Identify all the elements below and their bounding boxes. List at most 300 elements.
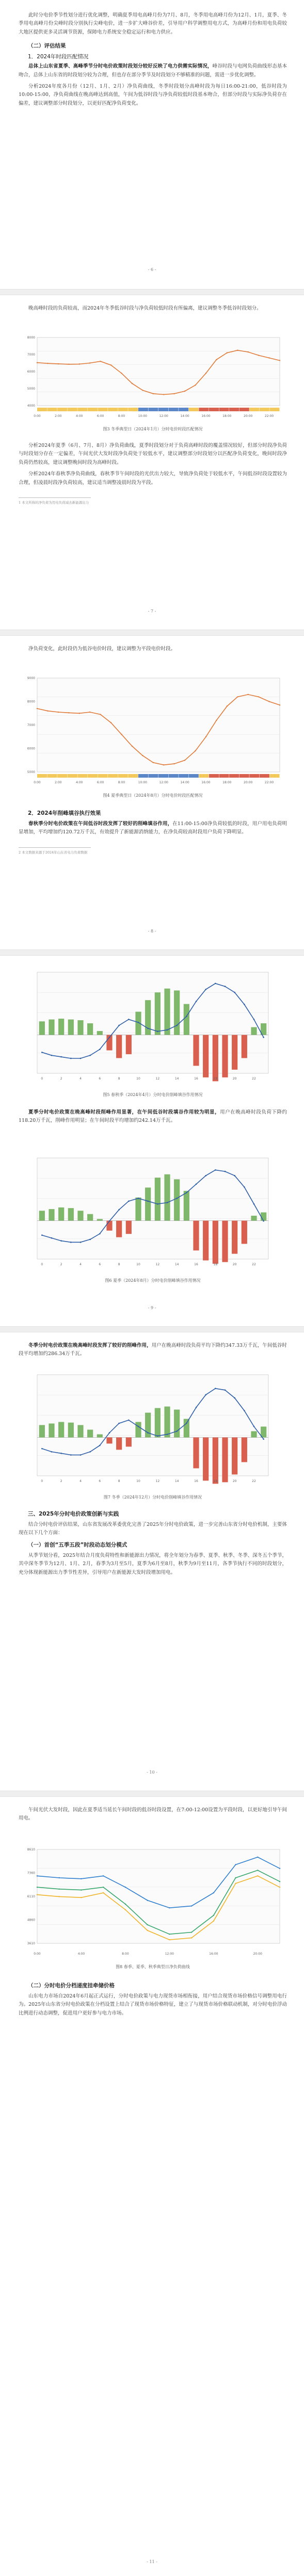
time-band-cell (148, 774, 158, 778)
page-number: - 10 - (147, 1770, 157, 1775)
data-point (99, 1233, 101, 1235)
data-point (100, 361, 101, 362)
bar (116, 1438, 122, 1450)
data-point (121, 373, 122, 374)
data-point (58, 363, 59, 364)
x-tick-label: 10 (136, 1263, 140, 1266)
data-point (103, 1887, 104, 1888)
data-point (128, 1420, 130, 1421)
data-point (138, 1022, 139, 1023)
x-tick-label: 0:00 (34, 781, 41, 784)
footnote-divider (19, 497, 91, 498)
time-band-cell (108, 774, 118, 778)
data-point (51, 1055, 53, 1056)
bar (164, 1174, 170, 1221)
data-point (37, 1875, 38, 1876)
time-band-cell (169, 774, 179, 778)
x-tick-label: 14 (174, 1263, 179, 1266)
chart-figure-6 (19, 1151, 287, 1275)
y-tick-label: 5000 (27, 387, 35, 391)
bar (116, 1221, 122, 1237)
bar (155, 1178, 161, 1220)
x-tick-label: 4:00 (77, 1952, 85, 1956)
bar (77, 1425, 83, 1438)
y-tick-label: 6000 (27, 747, 35, 751)
data-point (37, 708, 38, 709)
x-tick-label: 18:00 (222, 781, 232, 784)
data-point (89, 712, 90, 713)
x-tick-label: 20:00 (244, 414, 253, 418)
data-point (89, 1451, 91, 1453)
x-tick-label: 2 (60, 1479, 62, 1483)
time-band-cell (199, 774, 209, 778)
time-band-cell (98, 774, 108, 778)
x-tick-label: 12:00 (159, 414, 168, 418)
data-point (89, 362, 90, 363)
data-point (227, 705, 228, 706)
data-point (147, 1432, 149, 1434)
chart-figure-5 (19, 965, 287, 1089)
page-6-body (19, 304, 287, 313)
x-tick-label: 10:00 (138, 414, 147, 418)
data-point (125, 1887, 126, 1888)
time-band-cell (179, 774, 188, 778)
data-point (41, 1448, 43, 1450)
x-tick-label: 4 (79, 1479, 82, 1483)
figure-3-caption: 图3 冬季典型日（2024年1月）分时电价时段匹配情况 (103, 427, 203, 431)
data-point (80, 1058, 82, 1059)
figure-6-caption: 图6 夏季（2024年8月）分时电价削峰填谷作用情况 (105, 1278, 201, 1283)
x-tick-label: 14:00 (180, 781, 189, 784)
chart-svg-4 (19, 1151, 287, 1275)
time-band-cell (209, 774, 219, 778)
data-point (169, 1934, 170, 1935)
data-point (215, 983, 216, 984)
x-tick-label: 0 (41, 1077, 43, 1081)
x-tick-label: 4:00 (75, 781, 83, 784)
data-point (191, 1905, 192, 1906)
bar (155, 992, 161, 1035)
x-tick-label: 2 (60, 1263, 62, 1266)
time-band-cell (128, 774, 138, 778)
caption-wrap-5 (19, 1092, 287, 1098)
data-point (191, 1937, 192, 1938)
paragraph-season-division: 从季节划分看，2025年结合月度负荷特性和新能源出力情况，将全年划分为春季、夏季、秋季、冬季、深冬五个季节，其中深冬季节为12月、1月、2月，春季为3月至5月，夏季为6月至8月，秋季为9月至11月，各季节执行不同的时段划分，充分体现新能源出力季节性差异，引导用户在新能源大发时段增加用电。 (19, 1552, 287, 1575)
bar (232, 1035, 237, 1070)
x-tick-label: 6 (99, 1263, 101, 1266)
paragraph-spring-effect (19, 820, 287, 837)
time-band-cell (249, 774, 259, 778)
x-tick-label: 8 (118, 1263, 120, 1266)
data-point (132, 746, 133, 747)
x-tick-label: 2 (60, 1077, 62, 1081)
data-point (103, 1875, 104, 1876)
footnote-1: 1 本文所称的净负荷为用电负荷减去新能源出力 (19, 501, 89, 505)
data-point (176, 1025, 178, 1026)
data-point (258, 355, 259, 356)
x-tick-label: 16 (194, 1263, 198, 1266)
x-tick-label: 2:00 (55, 781, 62, 784)
data-point (253, 1019, 255, 1020)
bar (97, 1219, 103, 1220)
chart-svg-6 (19, 1842, 287, 1961)
x-tick-label: 8:00 (122, 1952, 129, 1956)
time-band-cell (199, 408, 209, 411)
subheading-five-seasons: （一）首创“五季五段”时段动态划分模式 (28, 1541, 127, 1548)
x-tick-label: 12:00 (165, 1952, 174, 1956)
x-tick-label: 10:00 (138, 781, 147, 784)
x-tick-label: 16 (194, 1077, 198, 1081)
x-tick-label: 8:00 (118, 414, 125, 418)
time-band-cell (269, 408, 279, 411)
data-point (157, 1031, 158, 1032)
data-point (157, 1203, 158, 1205)
y-tick-label: 5000 (27, 770, 35, 774)
bar (222, 1438, 228, 1483)
x-tick-label: 20 (232, 1263, 237, 1266)
data-point (195, 750, 196, 751)
data-point (125, 1904, 126, 1905)
page-separator (0, 1326, 304, 1332)
subheading-spot-linkage: （二）分时电价分档递度挂牵储价格 (28, 1983, 115, 1989)
chart-svg-1 (19, 330, 287, 423)
data-point (138, 1426, 139, 1427)
x-tick-label: 12 (155, 1479, 160, 1483)
data-point (103, 1892, 104, 1893)
y-tick-label: 6000 (27, 370, 35, 374)
bar (213, 1221, 218, 1264)
time-band-cell (47, 408, 57, 411)
data-point (99, 1445, 101, 1446)
x-tick-label: 14:00 (180, 414, 189, 418)
bar (77, 1211, 83, 1220)
data-point (153, 762, 154, 763)
bar (251, 1216, 257, 1221)
data-point (247, 694, 248, 695)
time-band-cell (138, 774, 148, 778)
bar (251, 1027, 257, 1035)
x-tick-label: 10 (136, 1077, 140, 1081)
data-point (89, 1239, 91, 1241)
chart-svg-2 (19, 671, 287, 790)
bar (174, 1410, 180, 1438)
page-10-body-2 (19, 1982, 287, 2018)
x-tick-label: 16:00 (209, 1952, 218, 1956)
data-point (169, 1907, 170, 1908)
data-point (227, 352, 228, 353)
time-band-cell (77, 774, 87, 778)
data-point (68, 712, 69, 713)
data-point (196, 1001, 197, 1002)
paragraph-time-match-summary (19, 62, 287, 79)
bar (58, 1019, 64, 1035)
data-point (176, 1430, 178, 1432)
time-band-cell (118, 408, 128, 411)
chart-figure-8 (19, 1842, 287, 1961)
time-band-cell (260, 774, 269, 778)
time-band-cell (47, 774, 57, 778)
figure-4-caption: 图4 夏季典型日（2024年8月）分时电价时段匹配情况 (103, 793, 203, 798)
data-point (235, 1877, 236, 1878)
footnote-2: 2 本文数据来源于2024年山东省电力负荷数据 (19, 850, 88, 855)
summary-rest: 峰谷时段与电网负荷曲线形态基本吻合，总体上山东省的时段划分较为合理，但也存在部分季节及时段划分不够精准的问题，需进一步优化调整。 (19, 63, 287, 78)
bar (87, 1214, 93, 1221)
bar (184, 1419, 189, 1438)
bar (135, 1422, 141, 1438)
data-point (216, 359, 217, 360)
x-tick-label: 0 (41, 1263, 43, 1266)
page-8-body (19, 1108, 287, 1125)
bar (232, 1221, 237, 1254)
bar (155, 1408, 161, 1438)
chart-svg-5 (19, 1367, 287, 1491)
data-point (89, 1055, 91, 1056)
page-separator (0, 630, 304, 636)
data-point (163, 764, 164, 765)
data-point (41, 1234, 43, 1236)
data-point (109, 1432, 110, 1434)
data-point (59, 1889, 60, 1890)
spring-effect-rest: 在11:00-15:00净负荷较低的时段，用户用电负荷明显增加，平均增加约120.72万千瓦，有效提升了新能源消纳能力，在净负荷较高时段用户负荷下降明显。 (19, 821, 287, 835)
caption-wrap-7 (19, 1494, 287, 1500)
intro-paragraph: 此时分电价季节性划分进行优化调整，明确夏季用电高峰月份为7月、8月，冬季用电高峰月份为12月、1月，夏季、冬季用电高峰月份尖峰时段分别执行尖峰电价，进一步扩大峰谷价差，引导用户科学调整用电方式，为高峰月份和用电负荷较大地区提供更多灵活调节资源，保障电力系统安全稳定运行和电力供应。 (19, 12, 287, 35)
data-point (100, 714, 101, 715)
data-point (169, 1939, 170, 1940)
summer-effect-rest: 用户在晚高峰时段负荷下降约118.20万千瓦，削峰作用明显；在午间时段平均增加约242.14万千瓦。 (19, 1109, 287, 1124)
data-point (186, 1192, 187, 1194)
time-band-cell (179, 408, 188, 411)
data-point (235, 1883, 236, 1884)
page-5-body (19, 11, 287, 108)
bar (39, 1425, 45, 1438)
data-point (37, 1887, 38, 1888)
data-point (147, 1930, 148, 1931)
data-point (125, 1909, 126, 1910)
bar (77, 1020, 83, 1035)
x-tick-label: 18 (213, 1077, 218, 1081)
bar (126, 1438, 132, 1447)
bar (106, 1438, 112, 1444)
bar (242, 1438, 247, 1462)
bar (87, 1023, 93, 1035)
data-point (213, 1892, 214, 1893)
data-point (68, 364, 69, 365)
x-tick-label: 0:00 (34, 1952, 41, 1956)
subheading-time-match: 1．2024年时段匹配情况 (28, 54, 89, 60)
data-point (186, 1423, 187, 1424)
data-point (60, 1240, 62, 1242)
paragraph-spring-analysis: 分析2024年春秋季净负荷曲线，春秋季节午间时段的光伏出力较大，导致净负荷处于较低水平，午间低谷时段设置较为合理，但凌晨时段净负荷较高，建议适当调整凌晨时段为平段。 (19, 471, 287, 486)
data-point (163, 394, 164, 395)
data-point (225, 986, 226, 987)
data-point (257, 1857, 258, 1858)
page-9-body-2 (19, 1510, 287, 1577)
bar (184, 1004, 189, 1035)
bar (251, 1431, 257, 1438)
caption-wrap-8 (19, 1964, 287, 1970)
x-tick-label: 12 (155, 1077, 160, 1081)
data-point (79, 363, 80, 364)
data-point (234, 1175, 235, 1177)
bold-winter-effect: 冬季分时电价政策在晚高峰时段发挥了较好的削峰作用， (28, 1343, 152, 1348)
data-point (191, 1931, 192, 1933)
time-band-cell (219, 774, 229, 778)
time-band-cell (189, 774, 199, 778)
x-tick-label: 8 (118, 1479, 120, 1483)
y-tick-label: 8000 (27, 336, 35, 340)
x-tick-label: 22:00 (264, 781, 274, 784)
data-point (237, 350, 238, 351)
data-point (279, 1868, 280, 1869)
bar (39, 1211, 45, 1220)
bar (145, 1000, 151, 1035)
paragraph-summer-effect (19, 1108, 287, 1125)
figure-7-caption: 图7 冬季（2024年12月）分时电价削峰填谷作用情况 (103, 1495, 202, 1500)
time-band-cell (57, 774, 67, 778)
chart-figure-7 (19, 1367, 287, 1491)
data-point (216, 720, 217, 721)
y-tick-label: 7000 (27, 353, 35, 357)
data-point (47, 711, 48, 712)
page-7-body (19, 645, 287, 653)
bar (164, 989, 170, 1035)
page-9-body (19, 1342, 287, 1359)
data-point (196, 1183, 197, 1185)
paragraph-page7-top: 净负荷变化，此时段仍为低谷电价时段，建议调整为平段电价时段。 (28, 646, 176, 652)
caption-wrap-6 (19, 1278, 287, 1283)
x-tick-label: 20 (232, 1479, 237, 1483)
bar (222, 1035, 228, 1077)
chart-figure-3 (19, 330, 287, 423)
page-number: - 9 - (148, 1306, 156, 1310)
data-point (132, 383, 133, 384)
data-point (268, 701, 269, 702)
data-point (205, 736, 206, 737)
x-tick-label: 12:00 (159, 781, 168, 784)
data-point (234, 1397, 235, 1399)
data-point (263, 1037, 264, 1038)
data-point (196, 1407, 197, 1408)
x-tick-label: 12 (155, 1263, 160, 1266)
data-point (147, 1200, 149, 1202)
bar (58, 1422, 64, 1438)
data-point (253, 1426, 255, 1427)
y-tick-label: 3610 (27, 1942, 35, 1945)
bar (222, 1221, 228, 1262)
bar (68, 1208, 74, 1220)
paragraph-winter-analysis: 分析2024年度各月份（12月、1月、2月）净负荷曲线，冬季时段划分高峰时段为每日16:00-21:00，低谷时段为10:00-15:00，净负荷曲线在晚高峰达到高值，午间为低谷时段与净负荷较低时段基本吻合，但部分时段与实际净负荷存在偏差，建议调整部分时段划分，以更好匹配净负荷变化。 (19, 84, 287, 106)
data-point (109, 1220, 110, 1222)
data-point (110, 722, 111, 723)
data-point (184, 391, 185, 392)
caption-wrap-3 (19, 426, 287, 432)
time-band-cell (158, 774, 168, 778)
x-tick-label: 4 (79, 1077, 82, 1081)
bar (193, 1221, 199, 1251)
bar (116, 1035, 122, 1058)
bar (97, 1031, 103, 1035)
data-point (268, 357, 269, 358)
x-tick-label: 6:00 (97, 781, 104, 784)
time-band-cell (98, 408, 108, 411)
bar (106, 1221, 112, 1231)
bold-summary: 总体上山东省夏季、高峰季节分时电价政策时段划分较好反映了电力供需实际情况， (28, 63, 213, 70)
data-point (147, 1028, 149, 1029)
page-separator (0, 949, 304, 956)
data-point (60, 1453, 62, 1454)
chart-figure-4 (19, 671, 287, 790)
data-point (167, 1434, 168, 1435)
x-tick-label: 4:00 (75, 414, 83, 418)
data-point (176, 1198, 178, 1199)
bold-spring-effect: 春秋季分时电价政策在午间低谷时段发挥了较好的削峰填谷作用， (28, 821, 173, 827)
time-band-cell (77, 408, 87, 411)
paragraph-summer-analysis: 分析2024年夏季（6月、7月、8月）净负荷曲线，夏季时段划分对于负荷高峰时段的覆盖情况较好，但部分时段净负荷与时段划分存在一定偏差，午间光伏大发时段净负荷处于较低水平，建议调整部分时段划分以匹配净负荷变化，晚间时段净负荷仍然较高，建议调整晚间时段为高峰时段。 (19, 443, 287, 465)
data-point (263, 1220, 264, 1222)
bar (49, 1209, 54, 1220)
data-point (235, 1864, 236, 1865)
footnote-divider (19, 847, 91, 848)
bar (49, 1020, 54, 1035)
x-tick-label: 18 (213, 1263, 218, 1266)
x-tick-label: 16:00 (201, 414, 211, 418)
data-point (99, 1049, 101, 1050)
x-tick-label: 4 (79, 1263, 82, 1266)
data-point (142, 755, 143, 756)
data-point (279, 1881, 280, 1882)
bar (145, 1187, 151, 1220)
chart-svg-3 (19, 965, 287, 1089)
bar (242, 1221, 247, 1244)
bold-summer-effect: 夏季分时电价政策在晚高峰时段削峰作用显著，在午间低谷时段填谷作用较为明显， (28, 1109, 220, 1115)
time-band-cell (138, 408, 148, 411)
time-band-cell (68, 774, 77, 778)
data-point (186, 1016, 187, 1017)
page-separator (0, 1791, 304, 1797)
bar (87, 1430, 93, 1438)
bar (213, 1438, 218, 1484)
data-point (205, 989, 206, 990)
data-point (51, 1237, 53, 1239)
data-point (263, 1439, 264, 1440)
data-point (81, 1897, 82, 1898)
data-point (58, 712, 59, 713)
x-tick-label: 6 (99, 1479, 101, 1483)
data-point (237, 696, 238, 697)
bar (126, 1221, 132, 1234)
time-band-cell (219, 408, 229, 411)
data-point (51, 1451, 53, 1453)
page-7-body-2 (19, 809, 287, 855)
plot-area (37, 678, 280, 772)
data-point (279, 704, 280, 705)
y-tick-label: 9000 (27, 677, 35, 680)
x-tick-label: 14 (174, 1479, 179, 1483)
data-point (247, 351, 248, 352)
bar (174, 1179, 180, 1220)
page-10-body (19, 1806, 287, 1823)
bar (126, 1035, 132, 1054)
data-point (70, 1058, 72, 1059)
time-band-cell (169, 408, 179, 411)
data-point (167, 1202, 168, 1203)
data-point (138, 1198, 139, 1199)
caption-wrap-4 (19, 793, 287, 798)
bar (203, 1035, 209, 1077)
data-point (128, 1200, 130, 1202)
y-tick-label: 8000 (27, 700, 35, 704)
y-tick-label: 7360 (27, 1871, 35, 1875)
